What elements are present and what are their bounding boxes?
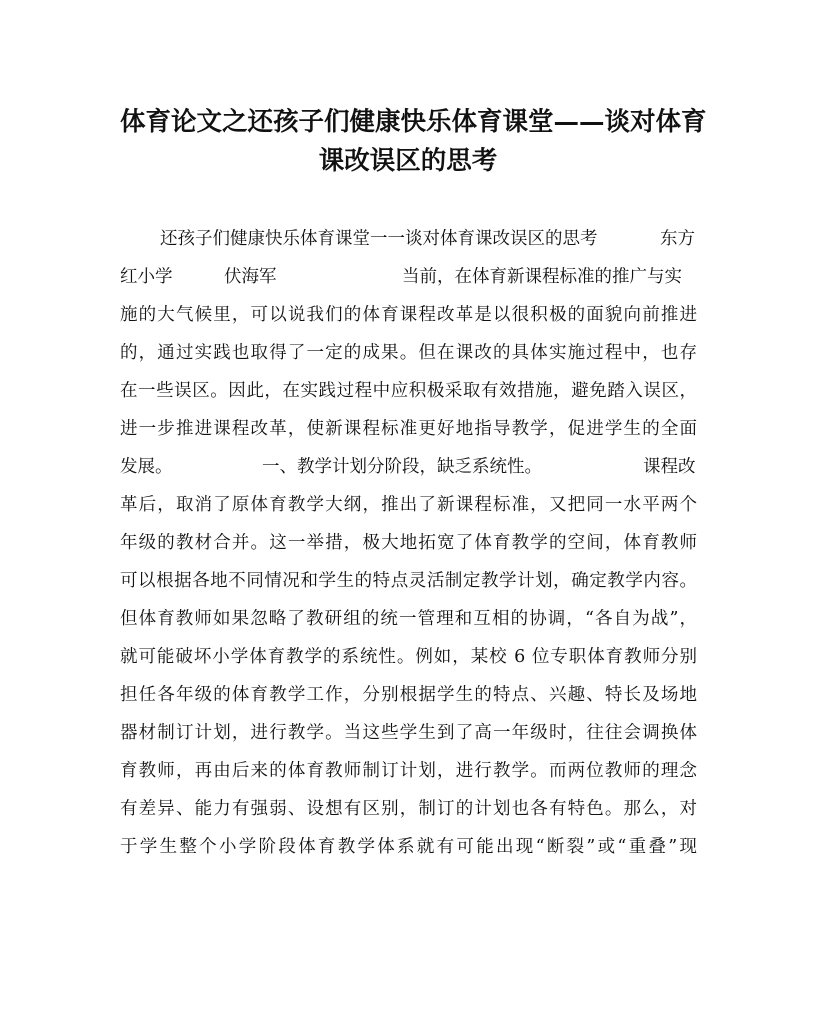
document-title-line-1: 体育论文之还孩子们健康快乐体育课堂——谈对体育 (120, 107, 707, 137)
body-line: 可以根据各地不同情况和学生的特点灵活制定教学计划，确定教学内容。 (120, 571, 697, 591)
body-line: 担任各年级的体育教学工作，分别根据学生的特点、兴趣、特长及场地 (120, 685, 697, 705)
school-name-end: 红小学 (120, 267, 173, 287)
body-line: 在一些误区。因此，在实践过程中应积极采取有效措施，避免踏入误区， (120, 381, 697, 401)
body-line: 但体育教师如果忽略了教研组的统一管理和互相的协调，“各自为战”， (120, 609, 697, 629)
author-name: 伏海军 (224, 267, 277, 287)
body-line: 革后，取消了原体育教学大纲，推出了新课程标准，又把同一水平两个 (120, 495, 697, 515)
paragraph-start: 当前，在体育新课程标准的推广与实 (402, 267, 682, 287)
body-line: 器材制订计划，进行教学。当这些学生到了高一年级时，往往会调换体 (120, 723, 697, 743)
body-line: 有差异、能力有强弱、设想有区别，制订的计划也各有特色。那么，对 (120, 799, 697, 819)
section-heading-1: 一、教学计划分阶段，缺乏系统性。 (262, 457, 542, 477)
body-line: 年级的教材合并。这一举措，极大地拓宽了体育教学的空间，体育教师 (120, 533, 697, 553)
paragraph-end: 发展。 (120, 457, 173, 477)
document-title-line-2: 课改误区的思考 (318, 146, 498, 176)
body-line: 就可能破坏小学体育教学的系统性。例如，某校 6 位专职体育教师分别 (120, 647, 697, 667)
article-heading-text: 还孩子们健康快乐体育课堂一一谈对体育课改误区的思考 (160, 229, 598, 249)
body-line: 的，通过实践也取得了一定的成果。但在课改的具体实施过程中，也存 (120, 343, 697, 363)
school-name-start: 东方 (660, 229, 695, 249)
body-line: 施的大气候里，可以说我们的体育课程改革是以很积极的面貌向前推进 (120, 305, 697, 325)
paragraph-start: 课程改 (643, 457, 696, 477)
body-line: 进一步推进课程改革，使新课程标准更好地指导教学，促进学生的全面 (120, 419, 697, 439)
body-line: 育教师，再由后来的体育教师制订计划，进行教学。而两位教师的理念 (120, 761, 697, 781)
body-line: 于学生整个小学阶段体育教学体系就有可能出现“断裂”或“重叠”现 (120, 837, 697, 857)
